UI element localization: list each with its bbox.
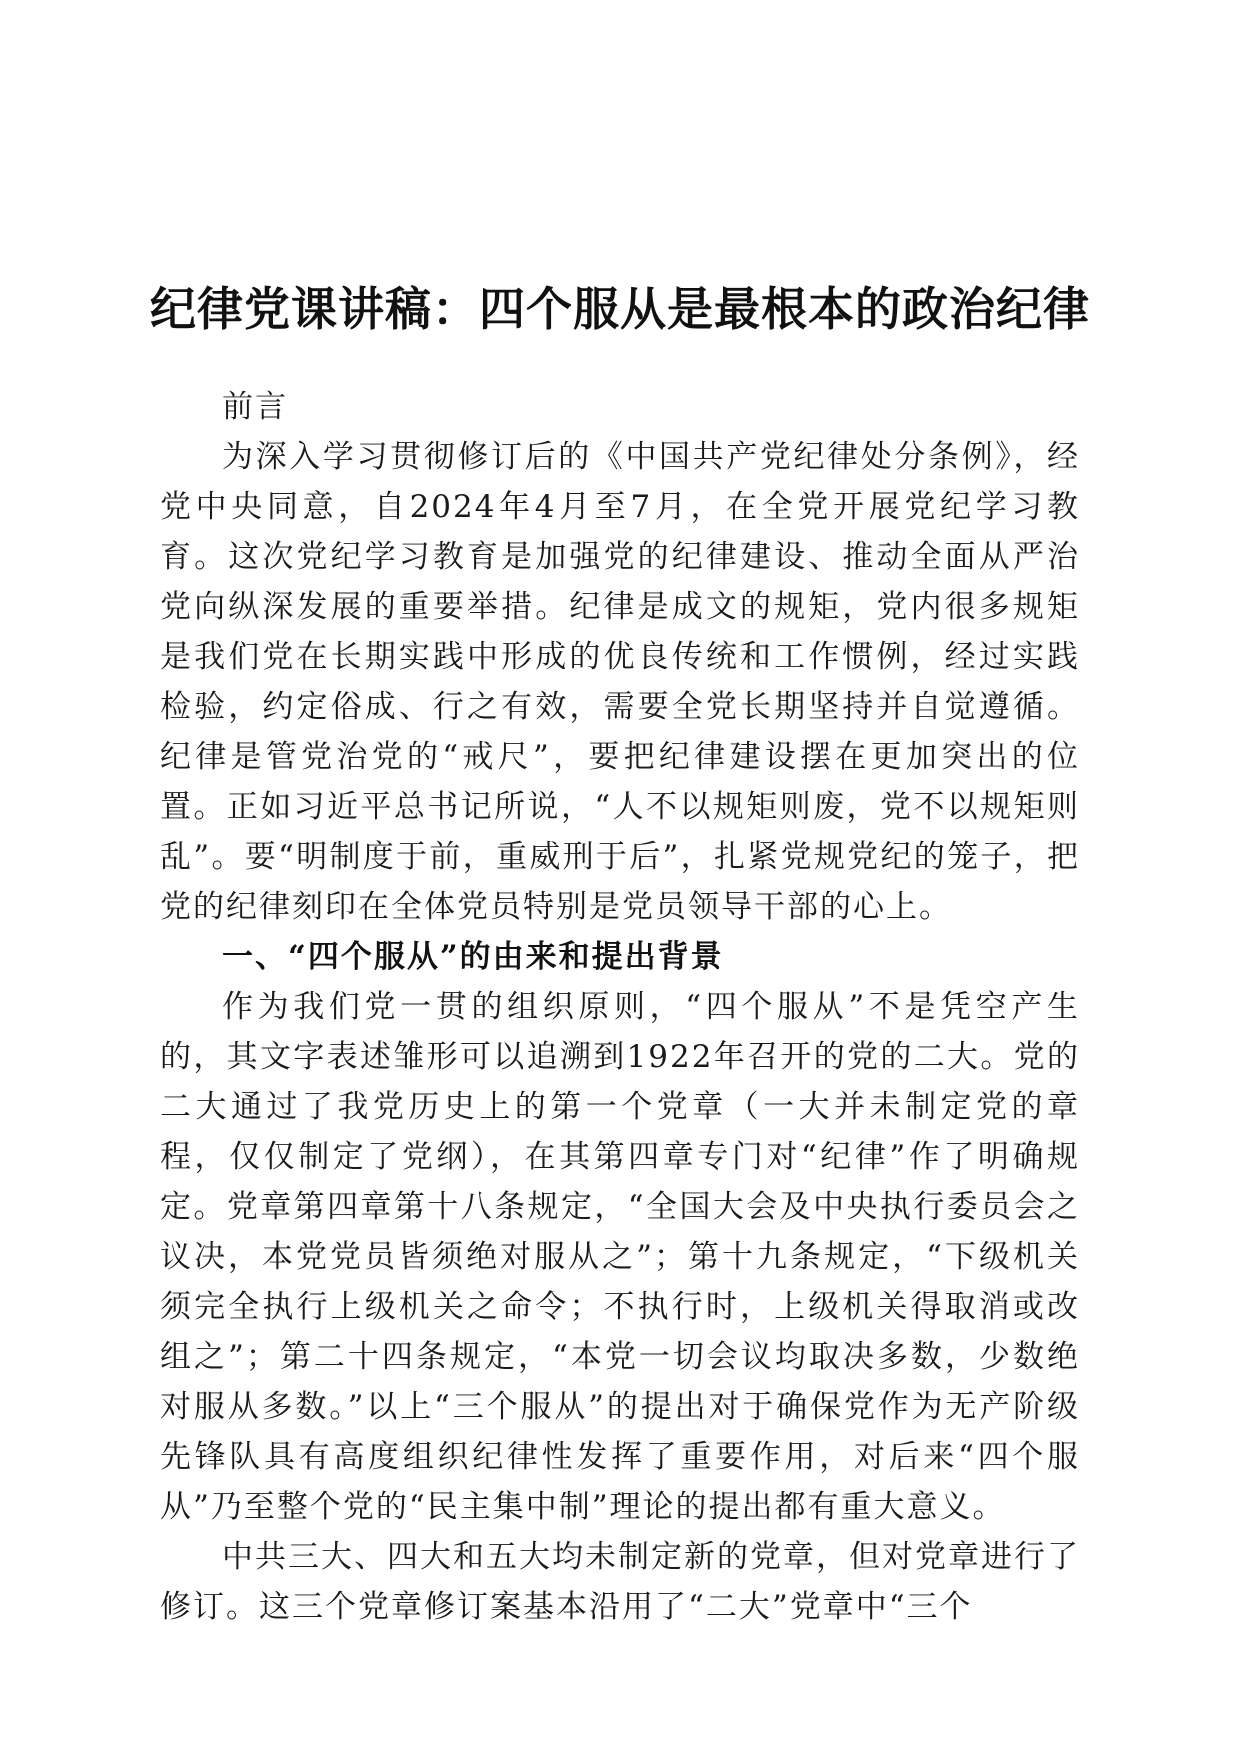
section-heading-1: 一、“四个服从”的由来和提出背景	[222, 939, 724, 975]
document-title: 纪律党课讲稿：四个服从是最根本的政治纪律	[150, 281, 1090, 336]
document-body	[160, 382, 1080, 1632]
preface-label: 前言	[222, 389, 288, 425]
section-1-paragraph-2: 中共三大、四大和五大均未制定新的党章，但对党章进行了修订。这三个党章修订案基本沿用了“二大”党章中“三个	[160, 1539, 1080, 1625]
preface-paragraph: 为深入学习贯彻修订后的《中国共产党纪律处分条例》，经党中央同意，自2024年4月至7月，在全党开展党纪学习教育。这次党纪学习教育是加强党的纪律建设、推动全面从严治党向纵深发展的重要举措。纪律是成文的规矩，党内很多规矩是我们党在长期实践中形成的优良传统和工作惯例，经过实践检验，约定俗成、行之有效，需要全党长期坚持并自觉遵循。纪律是管党治党的“戒尺”，要把纪律建设摆在更加突出的位置。正如习近平总书记所说，“人不以规矩则废，党不以规矩则乱”。要“明制度于前，重威刑于后”，扎紧党规党纪的笼子，把党的纪律刻印在全体党员特别是党员领导干部的心上。	[160, 439, 1080, 925]
section-1-paragraph-1: 作为我们党一贯的组织原则，“四个服从”不是凭空产生的，其文字表述雏形可以追溯到1922年召开的党的二大。党的二大通过了我党历史上的第一个党章（一大并未制定党的章程，仅仅制定了党纲），在其第四章专门对“纪律”作了明确规定。党章第四章第十八条规定，“全国大会及中央执行委员会之议决，本党党员皆须绝对服从之”；第十九条规定，“下级机关须完全执行上级机关之命令；不执行时，上级机关得取消或改组之”；第二十四条规定，“本党一切会议均取决多数，少数绝对服从多数。”以上“三个服从”的提出对于确保党作为无产阶级先锋队具有高度组织纪律性发挥了重要作用，对后来“四个服从”乃至整个党的“民主集中制”理论的提出都有重大意义。	[160, 989, 1080, 1525]
